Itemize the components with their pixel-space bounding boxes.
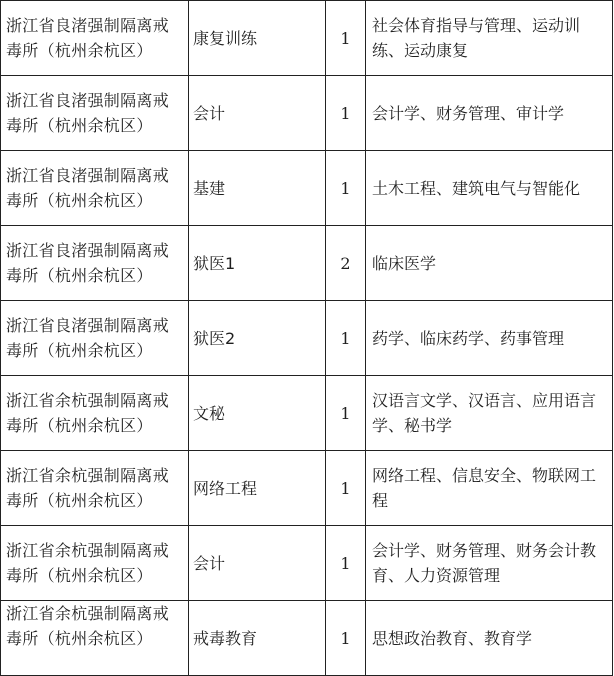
position-cell: 会计 xyxy=(189,526,326,601)
table-row xyxy=(1,226,613,301)
unit-cell: 浙江省余杭强制隔离戒毒所（杭州余杭区） xyxy=(1,601,189,676)
major-cell: 汉语言文学、汉语言、应用语言学、秘书学 xyxy=(366,376,613,451)
unit-cell: 浙江省良渚强制隔离戒毒所（杭州余杭区） xyxy=(1,1,189,76)
major-cell: 网络工程、信息安全、物联网工程 xyxy=(366,451,613,526)
position-cell: 狱医2 xyxy=(189,301,326,376)
major-cell: 思想政治教育、教育学 xyxy=(366,601,613,676)
table-row xyxy=(1,601,613,676)
count-cell: 1 xyxy=(326,451,366,526)
position-cell: 戒毒教育 xyxy=(189,601,326,676)
count-cell: 1 xyxy=(326,526,366,601)
table-row xyxy=(1,526,613,601)
count-cell: 2 xyxy=(326,226,366,301)
position-cell: 狱医1 xyxy=(189,226,326,301)
unit-cell: 浙江省余杭强制隔离戒毒所（杭州余杭区） xyxy=(1,376,189,451)
count-cell: 1 xyxy=(326,301,366,376)
count-cell: 1 xyxy=(326,376,366,451)
major-cell: 会计学、财务管理、财务会计教育、人力资源管理 xyxy=(366,526,613,601)
count-cell: 1 xyxy=(326,151,366,226)
major-cell: 土木工程、建筑电气与智能化 xyxy=(366,151,613,226)
unit-cell: 浙江省良渚强制隔离戒毒所（杭州余杭区） xyxy=(1,151,189,226)
position-cell: 会计 xyxy=(189,76,326,151)
major-cell: 临床医学 xyxy=(366,226,613,301)
position-cell: 网络工程 xyxy=(189,451,326,526)
unit-cell: 浙江省良渚强制隔离戒毒所（杭州余杭区） xyxy=(1,76,189,151)
table-row xyxy=(1,76,613,151)
table-row xyxy=(1,301,613,376)
major-cell: 会计学、财务管理、审计学 xyxy=(366,76,613,151)
count-cell: 1 xyxy=(326,76,366,151)
unit-cell: 浙江省良渚强制隔离戒毒所（杭州余杭区） xyxy=(1,301,189,376)
position-cell: 文秘 xyxy=(189,376,326,451)
major-cell: 药学、临床药学、药事管理 xyxy=(366,301,613,376)
count-cell: 1 xyxy=(326,1,366,76)
table-row xyxy=(1,376,613,451)
table-row xyxy=(1,151,613,226)
table-row xyxy=(1,451,613,526)
count-cell: 1 xyxy=(326,601,366,676)
major-cell: 社会体育指导与管理、运动训练、运动康复 xyxy=(366,1,613,76)
position-cell: 基建 xyxy=(189,151,326,226)
position-cell: 康复训练 xyxy=(189,1,326,76)
unit-cell: 浙江省余杭强制隔离戒毒所（杭州余杭区） xyxy=(1,526,189,601)
unit-cell: 浙江省余杭强制隔离戒毒所（杭州余杭区） xyxy=(1,451,189,526)
table-row xyxy=(1,1,613,76)
unit-cell: 浙江省良渚强制隔离戒毒所（杭州余杭区） xyxy=(1,226,189,301)
